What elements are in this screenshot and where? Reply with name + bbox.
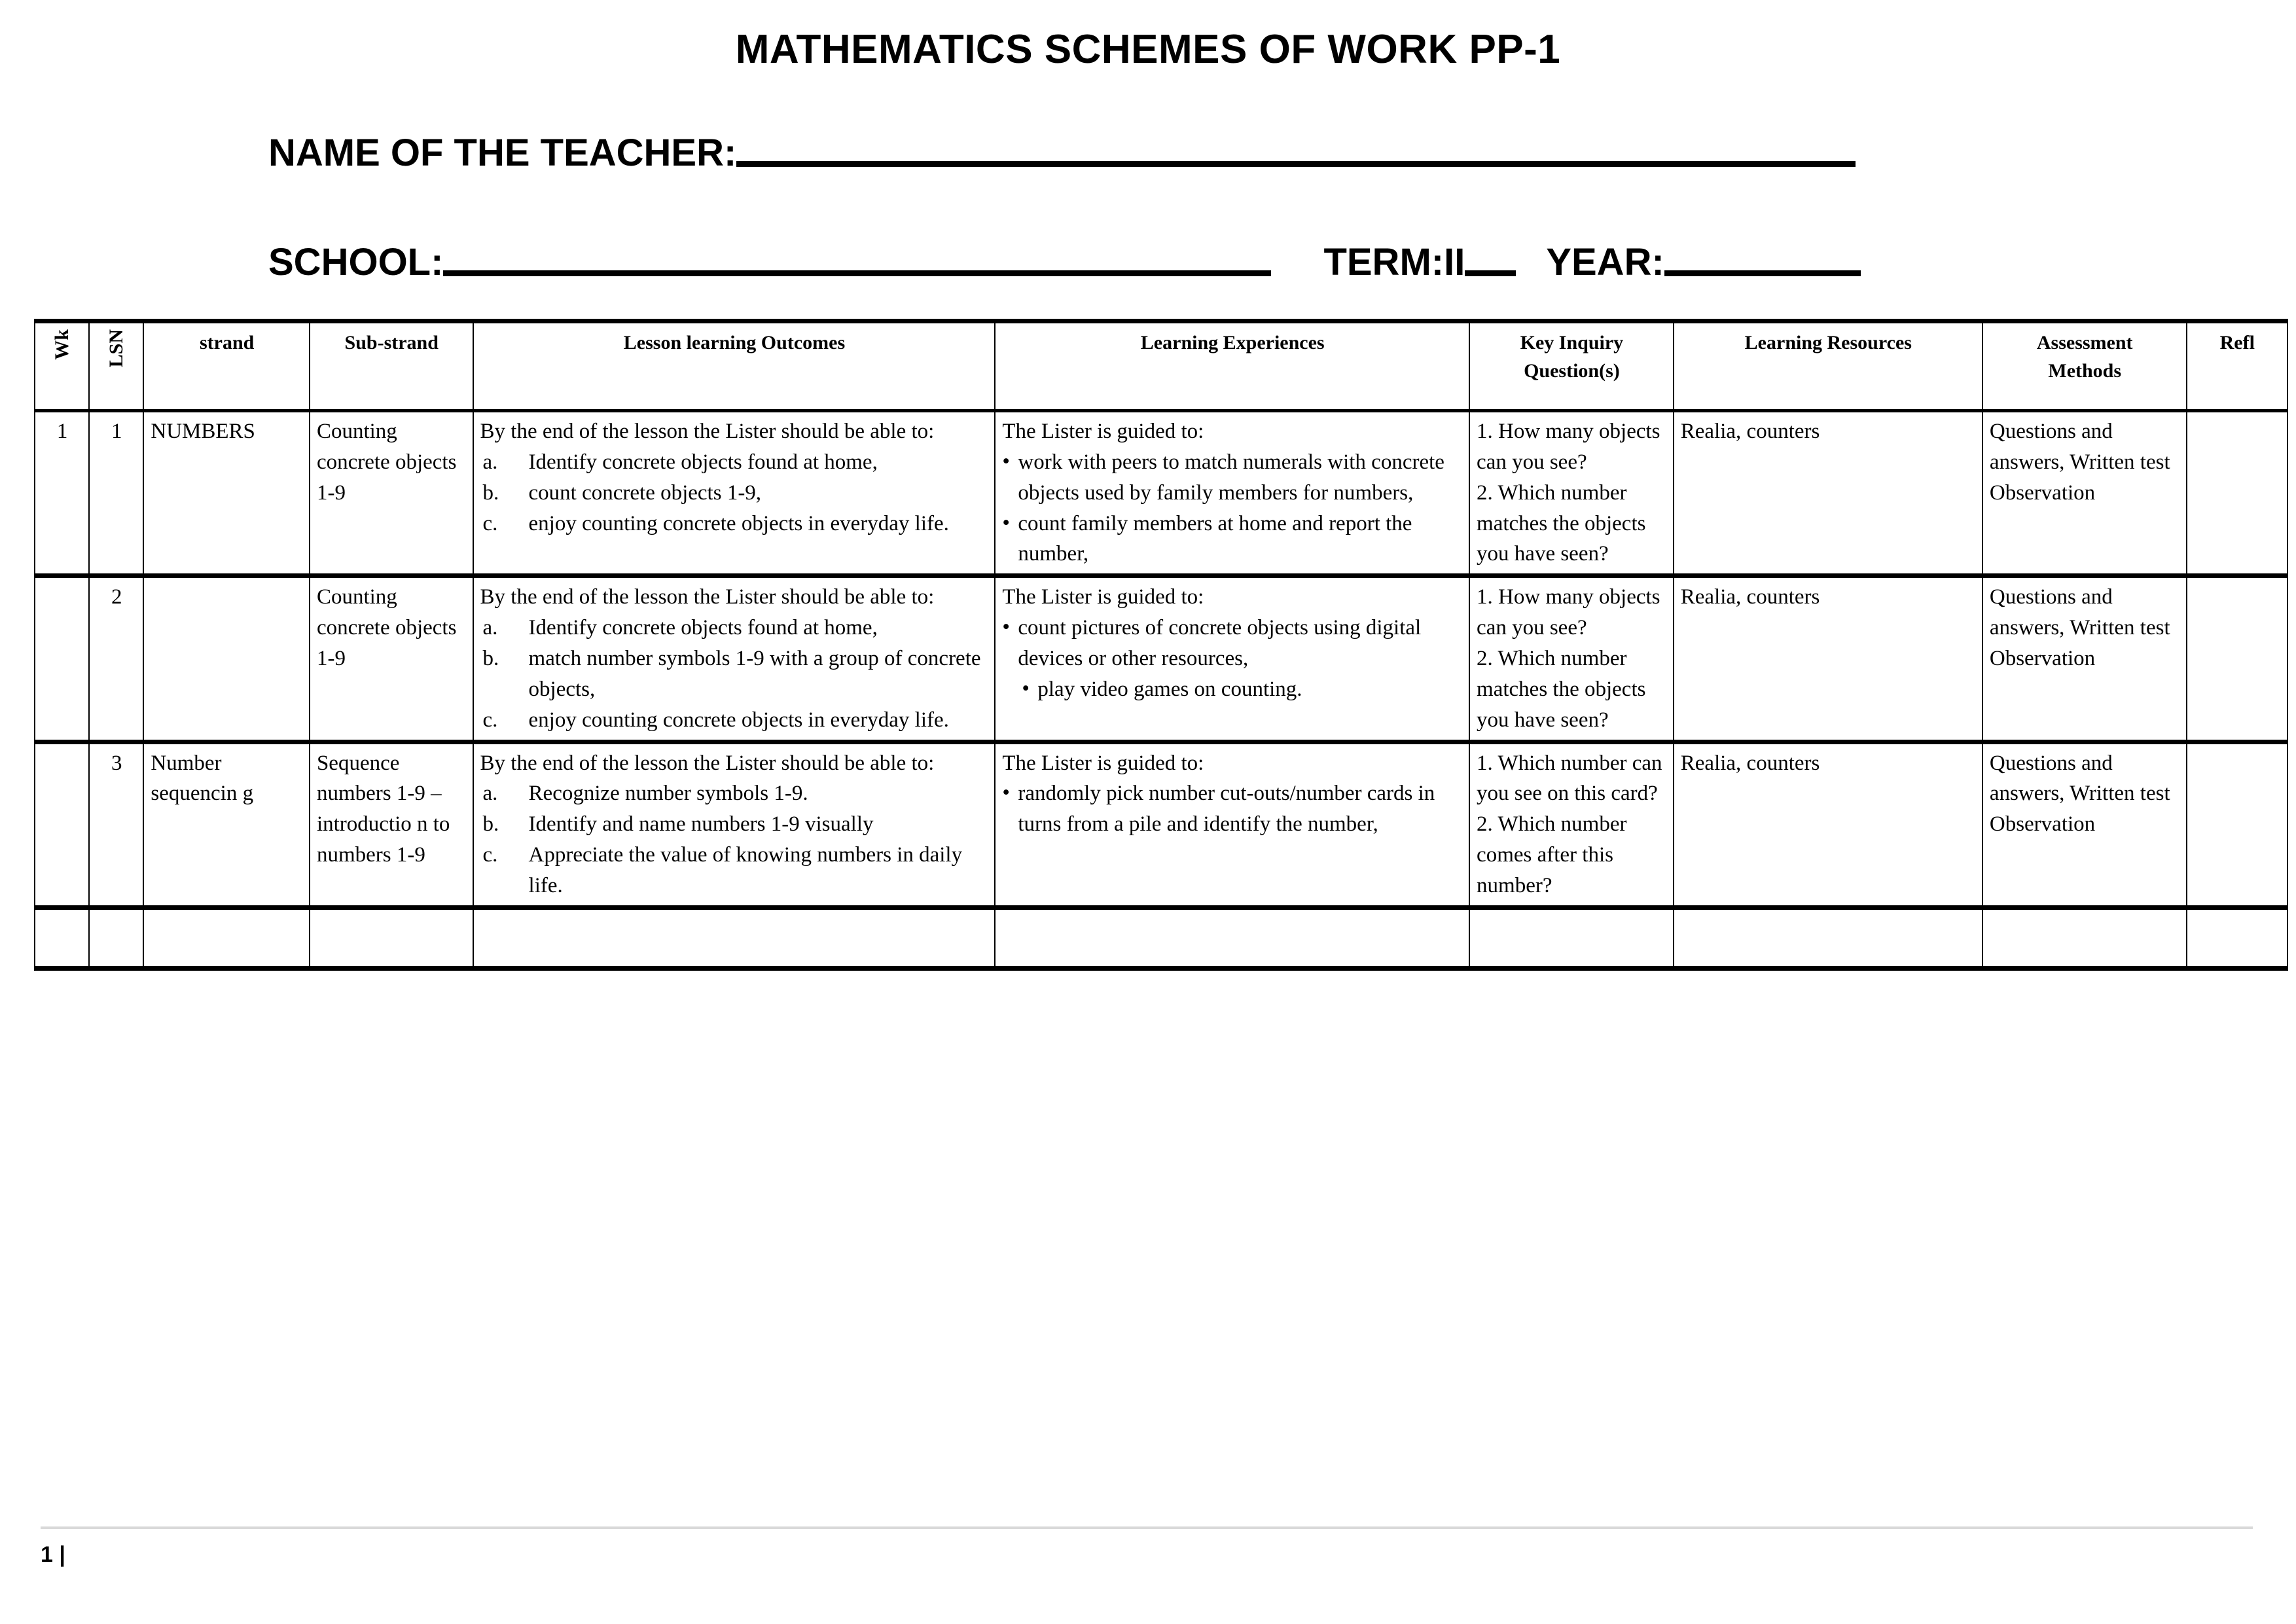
outcome-list <box>480 447 989 539</box>
table-row <box>35 576 2287 742</box>
outcome-marker: b. <box>482 812 499 837</box>
outcome-marker: a. <box>482 450 498 474</box>
table-row <box>35 411 2287 576</box>
outcome-marker: c. <box>482 843 498 867</box>
outcome-intro: By the end of the lesson the Lister should be able to: <box>480 751 935 775</box>
outcome-item: b. Identify and name numbers 1-9 visually <box>480 809 989 840</box>
cell-key-inquiry <box>1469 742 1674 907</box>
cell-experiences <box>995 411 1469 576</box>
cell-refl <box>2187 576 2287 742</box>
column-header-assessment <box>1982 321 2187 411</box>
cell-refl <box>2187 907 2287 968</box>
cell-sub-strand: Sequence numbers 1-9 – introductio n to numbers 1-9 <box>310 742 473 907</box>
footer-divider <box>41 1526 2253 1529</box>
schemes-of-work-table <box>34 319 2288 971</box>
teacher-input-rule[interactable] <box>736 161 1856 167</box>
column-header-key-inquiry-line1: Key Inquiry <box>1520 332 1624 353</box>
cell-sub-strand <box>310 907 473 968</box>
column-header-refl: Refl <box>2187 321 2287 411</box>
inquiry-question: 1. How many objects can you see? <box>1477 585 1660 640</box>
column-header-sub-strand: Sub-strand <box>310 321 473 411</box>
experience-item: • count pictures of concrete objects using digital devices or other resources, <box>1002 613 1463 674</box>
cell-key-inquiry <box>1469 907 1674 968</box>
outcome-marker: b. <box>482 480 499 505</box>
cell-assessment <box>1982 907 2187 968</box>
outcome-item: b. match number symbols 1-9 with a group of concrete objects, <box>480 643 989 705</box>
experience-intro: The Lister is guided to: <box>1002 420 1204 443</box>
cell-lsn: 1 <box>89 411 143 576</box>
outcome-item: c. Appreciate the value of knowing numbers in daily life. <box>480 840 989 901</box>
column-header-experiences: Learning Experiences <box>995 321 1469 411</box>
inquiry-question: 2. Which number comes after this number? <box>1477 812 1627 898</box>
experience-item: • play video games on counting. <box>1002 674 1463 705</box>
cell-strand: NUMBERS <box>143 411 310 576</box>
column-header-lsn-label: LSN <box>105 329 127 368</box>
column-header-key-inquiry-line2: Question(s) <box>1524 359 1620 382</box>
table-body <box>35 411 2287 969</box>
cell-assessment: Questions and answers, Written test Observation <box>1982 411 2187 576</box>
cell-lsn: 2 <box>89 576 143 742</box>
column-header-assessment-line1: Assessment <box>2036 332 2133 353</box>
cell-assessment: Questions and answers, Written test Observation <box>1982 742 2187 907</box>
cell-experiences <box>995 742 1469 907</box>
year-label: YEAR: <box>1546 241 1664 283</box>
school-input-rule[interactable] <box>443 270 1271 276</box>
experience-list <box>1002 613 1463 705</box>
outcome-marker: c. <box>482 708 498 732</box>
term-input-rule[interactable] <box>1465 270 1516 276</box>
outcome-marker: c. <box>482 511 498 535</box>
outcome-intro: By the end of the lesson the Lister should be able to: <box>480 585 935 609</box>
bullet-icon: • <box>1002 781 1010 805</box>
school-term-year-field-row <box>268 241 1861 283</box>
outcome-list <box>480 778 989 901</box>
bullet-icon: • <box>1002 615 1010 640</box>
outcome-item: b. count concrete objects 1-9, <box>480 478 989 509</box>
inquiry-question: 1. Which number can you see on this card? <box>1477 751 1662 806</box>
outcome-intro: By the end of the lesson the Lister should be able to: <box>480 420 935 443</box>
cell-lsn: 3 <box>89 742 143 907</box>
cell-wk <box>35 742 89 907</box>
experience-item: • randomly pick number cut-outs/number cards in turns from a pile and identify the number, <box>1002 778 1463 840</box>
outcome-list <box>480 613 989 735</box>
outcome-marker: b. <box>482 647 499 671</box>
bullet-icon: • <box>1002 449 1010 473</box>
term-value[interactable]: II <box>1444 241 1465 283</box>
outcome-marker: a. <box>482 782 498 806</box>
cell-refl <box>2187 411 2287 576</box>
column-header-lsn <box>89 321 143 411</box>
school-label: SCHOOL: <box>268 241 444 283</box>
column-header-strand: strand <box>143 321 310 411</box>
year-input-rule[interactable] <box>1664 270 1861 276</box>
inquiry-question: 1. How many objects can you see? <box>1477 420 1660 474</box>
cell-outcomes <box>473 411 996 576</box>
experience-intro: The Lister is guided to: <box>1002 751 1204 775</box>
cell-key-inquiry <box>1469 576 1674 742</box>
column-header-key-inquiry <box>1469 321 1674 411</box>
bullet-icon: • <box>1022 676 1030 700</box>
outcome-item: a. Recognize number symbols 1-9. <box>480 778 989 809</box>
cell-strand <box>143 576 310 742</box>
experience-list <box>1002 778 1463 840</box>
cell-experiences <box>995 907 1469 968</box>
cell-resources <box>1674 907 1982 968</box>
teacher-label: NAME OF THE TEACHER: <box>268 132 737 174</box>
experience-item: • count family members at home and report the number, <box>1002 509 1463 570</box>
cell-experiences <box>995 576 1469 742</box>
experience-item: • work with peers to match numerals with concrete objects used by family members for numbers, <box>1002 447 1463 509</box>
cell-resources: Realia, counters <box>1674 576 1982 742</box>
page-number: 1 | <box>41 1542 65 1567</box>
outcome-item: c. enjoy counting concrete objects in everyday life. <box>480 705 989 736</box>
table-row <box>35 907 2287 968</box>
column-header-assessment-line2: Methods <box>2048 359 2122 382</box>
cell-outcomes <box>473 742 996 907</box>
experience-list <box>1002 447 1463 569</box>
cell-wk: 1 <box>35 411 89 576</box>
teacher-field-row <box>268 134 1856 172</box>
cell-wk <box>35 907 89 968</box>
cell-key-inquiry <box>1469 411 1674 576</box>
outcome-item: a. Identify concrete objects found at home, <box>480 613 989 643</box>
cell-outcomes <box>473 576 996 742</box>
experience-intro: The Lister is guided to: <box>1002 585 1204 609</box>
term-label: TERM: <box>1323 241 1444 283</box>
inquiry-question: 2. Which number matches the objects you have seen? <box>1477 480 1646 566</box>
cell-strand: Number sequencin g <box>143 742 310 907</box>
outcome-marker: a. <box>482 616 498 640</box>
column-header-wk <box>35 321 89 411</box>
cell-outcomes <box>473 907 996 968</box>
column-header-wk-label: Wk <box>50 329 73 360</box>
cell-sub-strand: Counting concrete objects 1-9 <box>310 576 473 742</box>
cell-assessment: Questions and answers, Written test Observation <box>1982 576 2187 742</box>
column-header-outcomes: Lesson learning Outcomes <box>473 321 996 411</box>
bullet-icon: • <box>1002 511 1010 535</box>
cell-wk <box>35 576 89 742</box>
table-row <box>35 742 2287 907</box>
column-header-resources: Learning Resources <box>1674 321 1982 411</box>
cell-lsn <box>89 907 143 968</box>
cell-sub-strand: Counting concrete objects 1-9 <box>310 411 473 576</box>
table-header-row <box>35 321 2287 411</box>
outcome-item: a. Identify concrete objects found at home, <box>480 447 989 478</box>
outcome-item: c. enjoy counting concrete objects in everyday life. <box>480 509 989 539</box>
cell-strand <box>143 907 310 968</box>
inquiry-question: 2. Which number matches the objects you have seen? <box>1477 647 1646 732</box>
cell-resources: Realia, counters <box>1674 411 1982 576</box>
page-title: MATHEMATICS SCHEMES OF WORK PP-1 <box>735 27 1561 72</box>
cell-resources: Realia, counters <box>1674 742 1982 907</box>
cell-refl <box>2187 742 2287 907</box>
